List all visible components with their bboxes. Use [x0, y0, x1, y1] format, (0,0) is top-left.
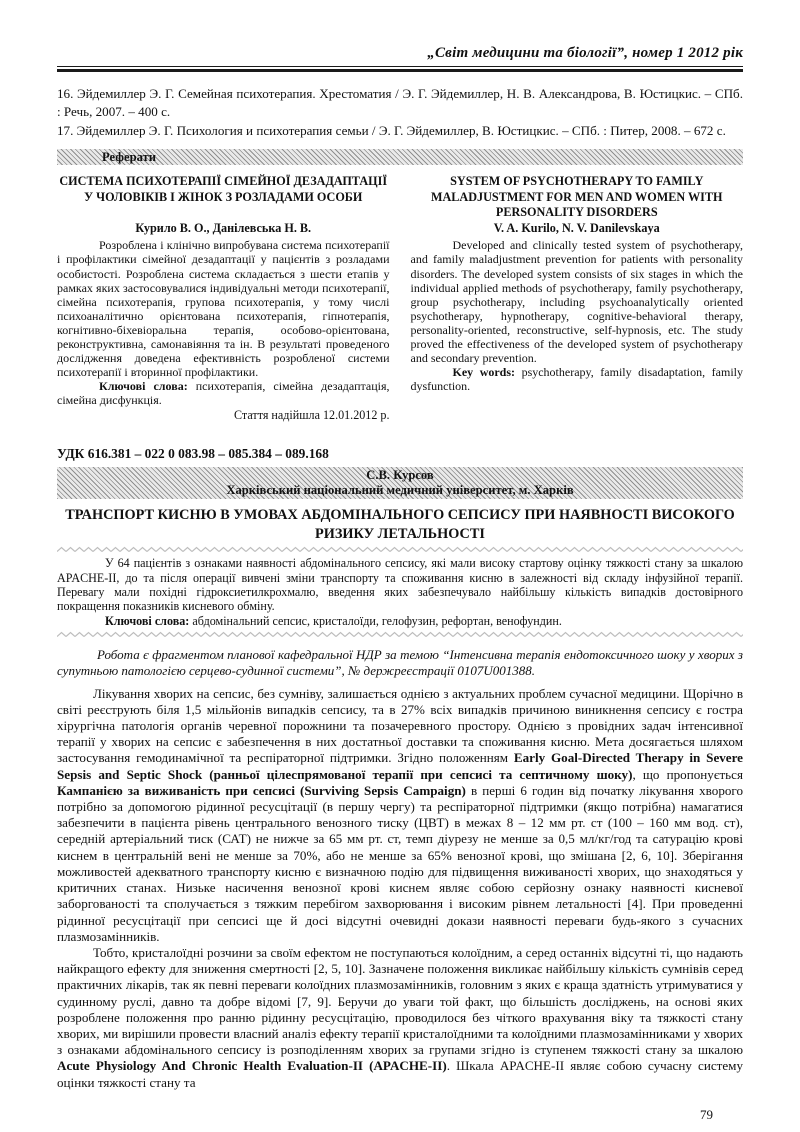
abstract-columns [57, 174, 743, 423]
article-received-date: Стаття надійшла 12.01.2012 р. [234, 408, 390, 423]
keywords-text: психотерапія, сімейна дезадаптація, сімейна дисфункція. [57, 379, 390, 408]
author-affiliation-band [57, 467, 743, 499]
udk-code: УДК 616.381 – 022 0 083.98 – 085.384 – 089.168 [57, 446, 329, 462]
reference-item: 17. Эйдемиллер Э. Г. Психология и психотерапия семьи / Э. Г. Эйдемиллер, В. Юстицкис. – СПб. : Питер, 2008. – 672 с. [57, 122, 726, 138]
header-rule-thick [57, 69, 743, 72]
zigzag-divider [57, 631, 743, 638]
abstract-uk-keywords [57, 379, 390, 407]
abstract-uk-authors: Курило В. О., Данілевська Н. В. [135, 221, 312, 236]
ndr-note: Робота є фрагментом планової кафедральної НДР за темою “Інтенсивна терапія ендотоксичного шоку у хворих з супутньою патологією серцево-судинної системи”, № держреєстрації 0107U001388. [57, 647, 743, 679]
article-title: ТРАНСПОРТ КИСНЮ В УМОВАХ АБДОМІНАЛЬНОГО СЕПСИСУ ПРИ НАЯВНОСТІ ВИСОКОГО РИЗИКУ ЛЕТАЛЬНОСТІ [65, 507, 735, 542]
journal-title: „Світ медицини та біології”, номер 1 2012 рік [427, 45, 743, 61]
keywords-label: Key words: [452, 365, 516, 380]
abstract-en-title: SYSTEM OF PSYCHOTHERAPY TO FAMILY MALADJUSTMENT FOR MEN AND WOMEN WITH PERSONALITY DISORDERS [430, 174, 723, 219]
article-affiliation: Харківський національний медичний університет, м. Харків [226, 483, 574, 498]
abstract-en-body: Developed and clinically tested system of psychotherapy, and family maladjustment prevention for patients with personality disorders. The developed system consists of six stages in which the individual applied methods of psychotherapy, family psychotherapy, group psychotherapy, including psychoanalytically oriented psychotherapy, hypnotherapy, cognitive-behavioral therapy, personality-oriented, reconstructive, self-hypnosis, etc. The study proved the effectiveness of the developed system of psychotherapy and secondary prevention. [410, 238, 743, 366]
article-author: С.В. Курсов [366, 468, 434, 483]
article-body [57, 686, 743, 1091]
body-paragraph: Тобто, кристалоїдні розчини за своїм ефектом не поступаються колоїдним, а серед останніх відсутні ті, що надають найкращого ефекту для зниження смертності [2, 5, 10]. Зазначене положення викликає найбільшу кількість сумнівів серед практичних лікарів, так як певні переваги колоїдних плазмозамінників, головним з яких є краща здатність утримуватися у судинному руслі, давно та добре відомі [7, 9]. Беручи до уваги той факт, що більшість досліджень, на основі яких розроблене положення про ранню рідинну ресусцітацію, проводилося без чіткого врахування віку та тяжкості стану хворих, ми вирішили провести власний аналіз ефекту терапії кристалоїдними та колоїдними плазмозамінниками у хворих з ознаками абдомінального сепсису із розподіленням хворих за групами згідно із ступенем тяжкості стану за шкалою Acute Physiology And Chronic Health Evaluation-II (APACHE-II). Шкала APACHE-II являє собою сучасну систему оцінки тяжкості стану та [57, 944, 744, 1090]
keywords-text: psychotherapy, family disadaptation, family dysfunction. [410, 365, 743, 394]
referaty-band-label: Реферати [102, 150, 156, 165]
reference-list [57, 85, 743, 141]
body-paragraph: Лікування хворих на сепсис, без сумніву, залишається однією з актуальних проблем сучасної медицини. Щорічно в світі реєструють біля 1,5 мільйонів випадків сепсису, та в 27% всіх випадків причиною виникнення сепсису є гостра хірургічна патологія органів черевної порожнини та позачеревного простору. Однією з провідних задач інтенсивної терапії у хворих на сепсис є забезпечення в них достатньої доставки та споживання кисню. Мета досягається шляхом застосування гемодинамічної та респіраторної підтримки. Згідно положенням Early Goal-Directed Therapy in Severe Sepsis and Septic Shock (ранньої цілеспрямованої терапії при сепсисі та септичному шоку), що пропонується Кампанією за виживаність при сепсисі (Surviving Sepsis Campaign) в перші 6 годин від початку лікування хворого потрібно за допомогою рідинної ресусцітації (в першу чергу) та респіраторної підтримки (якщо потрібна) намагатися забезпечити в пацієнта рівень центрального венозного тиску (ЦВТ) в межах 8 – 12 мм рт. ст (100 – 160 мм вод. ст), середній артеріальний тиск (САТ) не нижче за 65 мм рт. ст, темп діурезу не менше за 0,5 мл/кг/год та сатурацію крові киснем в центральній вені не менше за 70%, або не менше за 65% венозної крові, що змішана [2, 6, 10]. Зберігання можливостей адекватного транспорту кисню є визначною подію для підвищення виживаності хворих, що знаходяться у критичних станах. Низьке насичення венозної крові киснем являє собою серйозну ознаку наявності кисневої заборгованості та сполучається з тяжким перебігом захворювання і високим рівнем летальності [4]. При проведенні рідинної ресусцітації при сепсисі ще й досі відсутні очевидні докази наявності переваги будь-якого з сучасних плазмозамінників. [57, 685, 744, 944]
header-rule-thin [57, 66, 743, 67]
abstract-uk-title: СИСТЕМА ПСИХОТЕРАПІЇ СІМЕЙНОЇ ДЕЗАДАПТАЦІЇ У ЧОЛОВІКІВ І ЖІНОК З РОЗЛАДАМИ ОСОБИ [59, 174, 388, 204]
article-summary: У 64 пацієнтів з ознаками наявності абдомінального сепсису, які мали високу стартову оцінку тяжкості стану за шкалою APACHE-II, до та після операції вивчені зміни транспорту та споживання кисню в залежності від складу інфузійної терапії. Перевагу мали похідні гідроксиетилкрохмалю, введення яких забезпечувало найбільшу кількість випадків достовірного покращення показників кисневого обміну. [57, 556, 743, 614]
abstract-english [411, 174, 744, 423]
abstract-ukrainian [57, 174, 390, 423]
keywords-text: абдомінальний сепсис, кристалоїди, гелофузин, рефортан, венофундин. [189, 614, 562, 629]
keywords-label: Ключові слова: [105, 614, 190, 629]
zigzag-divider [57, 546, 743, 553]
page-header [57, 44, 743, 72]
referaty-section-band [57, 149, 743, 165]
article-keywords [57, 614, 743, 628]
abstract-en-keywords [411, 365, 744, 393]
abstract-en-authors: V. A. Kurilo, N. V. Danilevskaya [493, 221, 660, 236]
abstract-uk-body: Розроблена і клінічно випробувана система психотерапії і профілактики сімейної дезадаптації у пацієнтів з розладами особистості. Розроблена система складається з шести етапів у рамках яких застосовувалися індивідуальні методи психотерапії, сімейна психотерапія, групова психотерапія, у тому числі психоаналітично орієнтована психотерапія, гіпнотерапія, когнітивно-біхевіоральна терапія, особово-орієнтована, реконструктивна, самонавіяння та ін. В результаті проведеного дослідження доведена ефективність розробленої системи психотерапії і вторинної профілактики. [57, 238, 390, 380]
page-number: 79 [700, 1106, 713, 1122]
reference-item: 16. Эйдемиллер Э. Г. Семейная психотерапия. Хрестоматия / Э. Г. Эйдемиллер, Н. В. Александрова, В. Юстицкис. – СПб. : Речь, 2007. – 400 с. [57, 85, 743, 120]
keywords-label: Ключові слова: [99, 379, 188, 394]
